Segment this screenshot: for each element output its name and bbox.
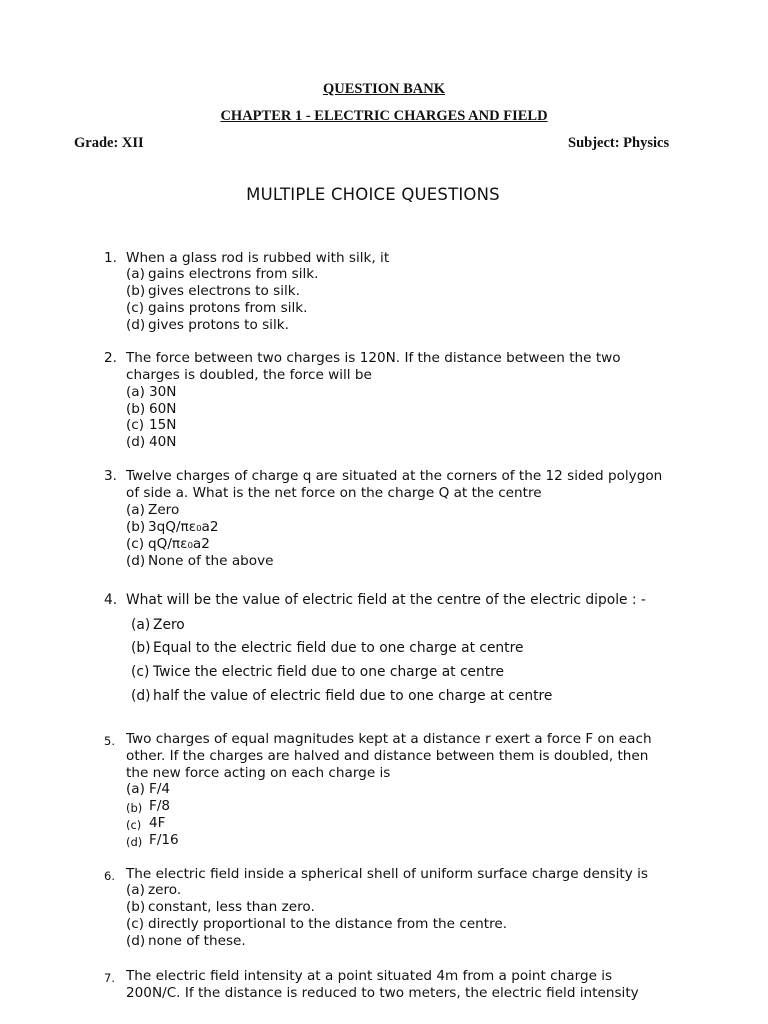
question-number: 3. <box>104 468 117 484</box>
option-text: Twice the electric field due to one charge at centre <box>153 664 505 680</box>
option-label: (c) <box>131 664 150 680</box>
option-label: (b) <box>131 640 151 656</box>
option-text: 3qQ/πε₀a2 <box>148 519 219 535</box>
option-label: (b) <box>126 519 146 535</box>
question-text: Two charges of equal magnitudes kept at a distance r exert a force F on each <box>126 731 652 747</box>
option-text: none of these. <box>148 933 246 949</box>
option-text: qQ/πε₀a2 <box>148 536 210 552</box>
question-number: 5. <box>104 734 115 748</box>
question-number: 6. <box>104 869 115 883</box>
question-number: 2. <box>104 350 117 366</box>
option-label: (c) <box>126 536 145 552</box>
option-text: gains electrons from silk. <box>148 266 319 282</box>
option-label: (b) <box>126 899 146 915</box>
grade-label: Grade: XII <box>74 135 144 151</box>
option-text: constant, less than zero. <box>148 899 315 915</box>
option-label: (c) <box>126 916 145 932</box>
question-text: When a glass rod is rubbed with silk, it <box>126 250 390 266</box>
option-text: None of the above <box>148 553 274 569</box>
option-text: 4F <box>149 815 166 831</box>
option-label: (a) <box>126 384 145 400</box>
option-label: (c) <box>126 300 145 316</box>
option-text: F/8 <box>149 798 171 814</box>
section-heading: MULTIPLE CHOICE QUESTIONS <box>246 185 500 204</box>
option-label: (d) <box>126 434 146 450</box>
option-text: F/16 <box>149 832 179 848</box>
option-label: (b) <box>126 283 146 299</box>
option-text: Zero <box>153 617 185 633</box>
option-text: 30N <box>149 384 177 400</box>
option-text: 60N <box>149 401 177 417</box>
question-text: Twelve charges of charge q are situated at the corners of the 12 sided polygon <box>126 468 663 484</box>
question-number: 1. <box>104 250 117 266</box>
option-text: 40N <box>149 434 177 450</box>
option-label: (d) <box>131 688 151 704</box>
question-text: the new force acting on each charge is <box>126 765 391 781</box>
subject-label: Subject: Physics <box>568 135 670 151</box>
option-label: (d) <box>126 317 146 333</box>
option-label: (c) <box>126 818 142 832</box>
option-text: 15N <box>149 417 177 433</box>
option-label: (b) <box>126 801 143 815</box>
option-label: (a) <box>126 266 145 282</box>
option-text: Equal to the electric field due to one charge at centre <box>153 640 524 656</box>
question-number: 7. <box>104 971 115 985</box>
question-text: of side a. What is the net force on the charge Q at the centre <box>126 485 542 501</box>
option-text: directly proportional to the distance from the centre. <box>148 916 508 932</box>
option-label: (d) <box>126 553 146 569</box>
option-text: F/4 <box>149 781 171 797</box>
question-number: 4. <box>104 592 118 608</box>
option-label: (d) <box>126 933 146 949</box>
question-text: 200N/C. If the distance is reduced to two meters, the electric field intensity <box>126 985 639 1001</box>
option-text: gains protons from silk. <box>148 300 308 316</box>
option-label: (a) <box>131 617 151 633</box>
doc-title: QUESTION BANK <box>322 81 446 97</box>
option-text: gives protons to silk. <box>148 317 289 333</box>
question-text: The electric field inside a spherical shell of uniform surface charge density is <box>126 866 648 882</box>
option-text: Zero <box>148 502 180 518</box>
option-text: gives electrons to silk. <box>148 283 300 299</box>
option-label: (a) <box>126 502 145 518</box>
chapter-title: CHAPTER 1 - ELECTRIC CHARGES AND FIELD <box>220 108 548 124</box>
option-label: (a) <box>126 781 145 797</box>
option-text: half the value of electric field due to one charge at centre <box>153 688 553 704</box>
question-text: The force between two charges is 120N. If the distance between the two <box>126 350 621 366</box>
option-label: (d) <box>126 835 143 849</box>
question-text: The electric field intensity at a point situated 4m from a point charge is <box>126 968 613 984</box>
option-label: (a) <box>126 882 145 898</box>
option-label: (b) <box>126 401 146 417</box>
question-text: What will be the value of electric field at the centre of the electric dipole : - <box>126 592 646 608</box>
question-text: charges is doubled, the force will be <box>126 367 372 383</box>
option-label: (c) <box>126 417 145 433</box>
question-text: other. If the charges are halved and distance between them is doubled, then <box>126 748 649 764</box>
option-text: zero. <box>148 882 182 898</box>
